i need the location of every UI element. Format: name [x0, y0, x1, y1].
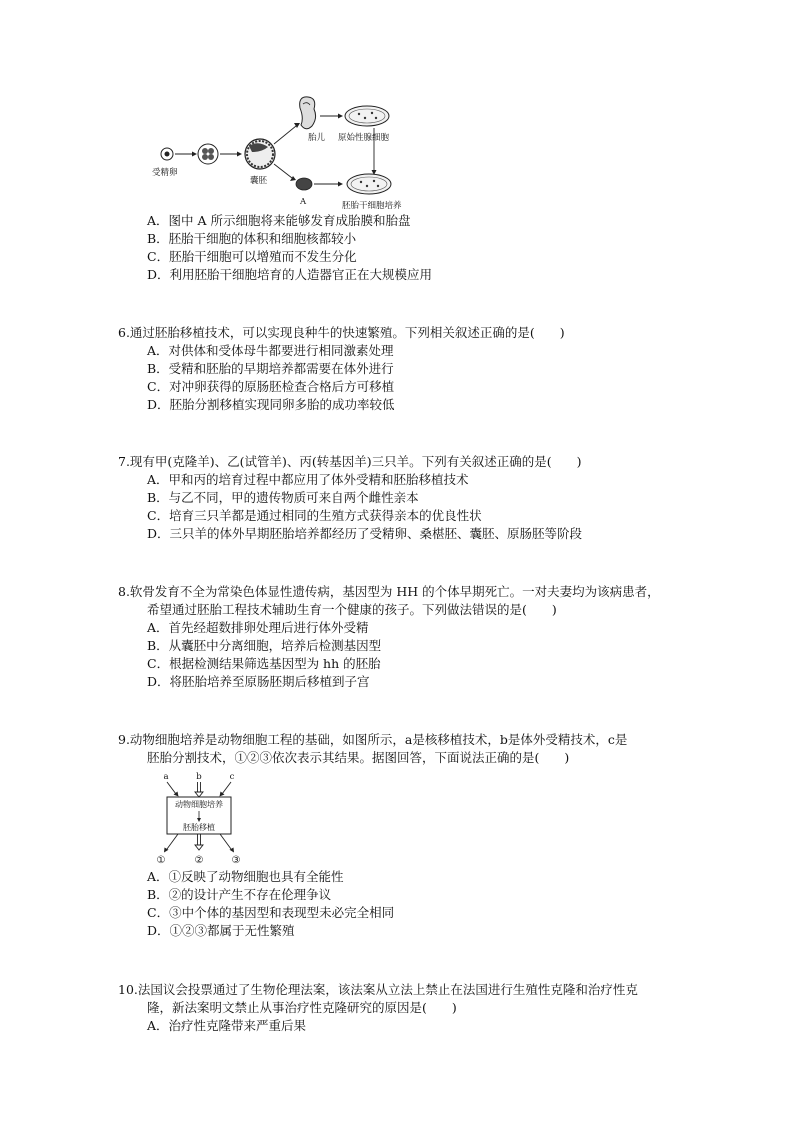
label-blastocyst: 囊胚: [250, 176, 268, 186]
inner-cell-mass-icon: [296, 178, 312, 190]
label-b: b: [196, 772, 202, 782]
q6-option-a: A．对供体和受体母牛都要进行相同激素处理: [147, 343, 394, 358]
q6-option-c: C．对冲卵获得的原肠胚检查合格后方可移植: [147, 379, 395, 394]
box-label-embryo-transfer: 胚胎移植: [183, 823, 215, 832]
morula-icon: [198, 144, 218, 164]
q5-option-d: D．利用胚胎干细胞培育的人造器官正在大规模应用: [147, 267, 433, 282]
label-primordial-gonad-cells: 原始性腺细胞: [338, 133, 390, 143]
q8-stem-line2: 希望通过胚胎工程技术辅助生育一个健康的孩子。下列做法错误的是( ): [147, 602, 557, 617]
q9-option-d: D．①②③都属于无性繁殖: [147, 923, 295, 938]
q8-option-d: D．将胚胎培养至原肠胚期后移植到子宫: [147, 674, 370, 689]
petri-dish-top-icon: [345, 106, 389, 126]
cell-engineering-flow-diagram: [150, 769, 260, 865]
result-2: ②: [194, 855, 204, 865]
label-fertilized-egg: 受精卵: [152, 168, 178, 178]
q10-option-a: A．治疗性克隆带来严重后果: [147, 1018, 307, 1033]
label-c: c: [229, 772, 235, 782]
label-es-culture: 胚胎干细胞培养: [342, 201, 402, 210]
result-1: ①: [156, 855, 166, 865]
q6-stem: 6.通过胚胎移植技术，可以实现良种牛的快速繁殖。下列相关叙述正确的是( ): [118, 325, 565, 340]
q7-option-a: A．甲和丙的培育过程中都应用了体外受精和胚胎移植技术: [147, 472, 469, 487]
q7-option-b: B．与乙不同，甲的遗传物质可来自两个雌性亲本: [147, 490, 419, 505]
q5-option-a: A．图中 A 所示细胞将来能够发育成胎膜和胎盘: [147, 213, 411, 228]
q7-stem: 7.现有甲(克隆羊)、乙(试管羊)、丙(转基因羊)三只羊。下列有关叙述正确的是( ): [118, 454, 582, 469]
q8-option-b: B．从囊胚中分离细胞，培养后检测基因型: [147, 638, 382, 653]
q9-stem-line1: 9.动物细胞培养是动物细胞工程的基础，如图所示，a是核移植技术，b是体外受精技术，c是: [118, 732, 628, 747]
box-label-animal-cell-culture: 动物细胞培养: [175, 800, 223, 809]
label-fetus: 胎儿: [308, 133, 326, 143]
q10-stem-line2: 隆，新法案明文禁止从事治疗性克隆研究的原因是( ): [147, 1000, 457, 1015]
q8-stem-line1: 8.软骨发育不全为常染色体显性遗传病，基因型为 HH 的个体早期死亡。一对夫妻均为该病患者，: [118, 584, 660, 599]
label-a: A: [300, 197, 307, 207]
q5-option-b: B．胚胎干细胞的体积和细胞核都较小: [147, 231, 357, 246]
blastocyst-icon: [245, 139, 275, 169]
q8-option-c: C．根据检测结果筛选基因型为 hh 的胚胎: [147, 656, 381, 671]
fetus-icon: [300, 97, 316, 129]
q7-option-c: C．培育三只羊都是通过相同的生殖方式获得亲本的优良性状: [147, 508, 482, 523]
q8-option-a: A．首先经超数排卵处理后进行体外受精: [147, 620, 369, 635]
q9-option-b: B．②的设计产生不存在伦理争议: [147, 887, 332, 902]
q9-option-a: A．①反映了动物细胞也具有全能性: [147, 869, 344, 884]
q7-option-d: D．三只羊的体外早期胚胎培养都经历了受精卵、桑椹胚、囊胚、原肠胚等阶段: [147, 526, 583, 541]
result-3: ③: [231, 855, 241, 865]
petri-dish-bottom-icon: [347, 174, 391, 194]
q6-option-d: D．胚胎分割移植实现同卵多胎的成功率较低: [147, 397, 395, 412]
q10-stem-line1: 10.法国议会投票通过了生物伦理法案，该法案从立法上禁止在法国进行生殖性克隆和治疗性克: [118, 982, 638, 997]
q5-option-c: C．胚胎干细胞可以增殖而不发生分化: [147, 249, 357, 264]
fertilized-egg-icon: [161, 148, 173, 160]
label-a: a: [163, 772, 169, 782]
q6-option-b: B．受精和胚胎的早期培养都需要在体外进行: [147, 361, 394, 376]
embryo-development-figure: [150, 92, 440, 210]
q9-stem-line2: 胚胎分割技术，①②③依次表示其结果。据图回答，下面说法正确的是( ): [147, 750, 570, 765]
q9-option-c: C．③中个体的基因型和表现型未必完全相同: [147, 905, 395, 920]
